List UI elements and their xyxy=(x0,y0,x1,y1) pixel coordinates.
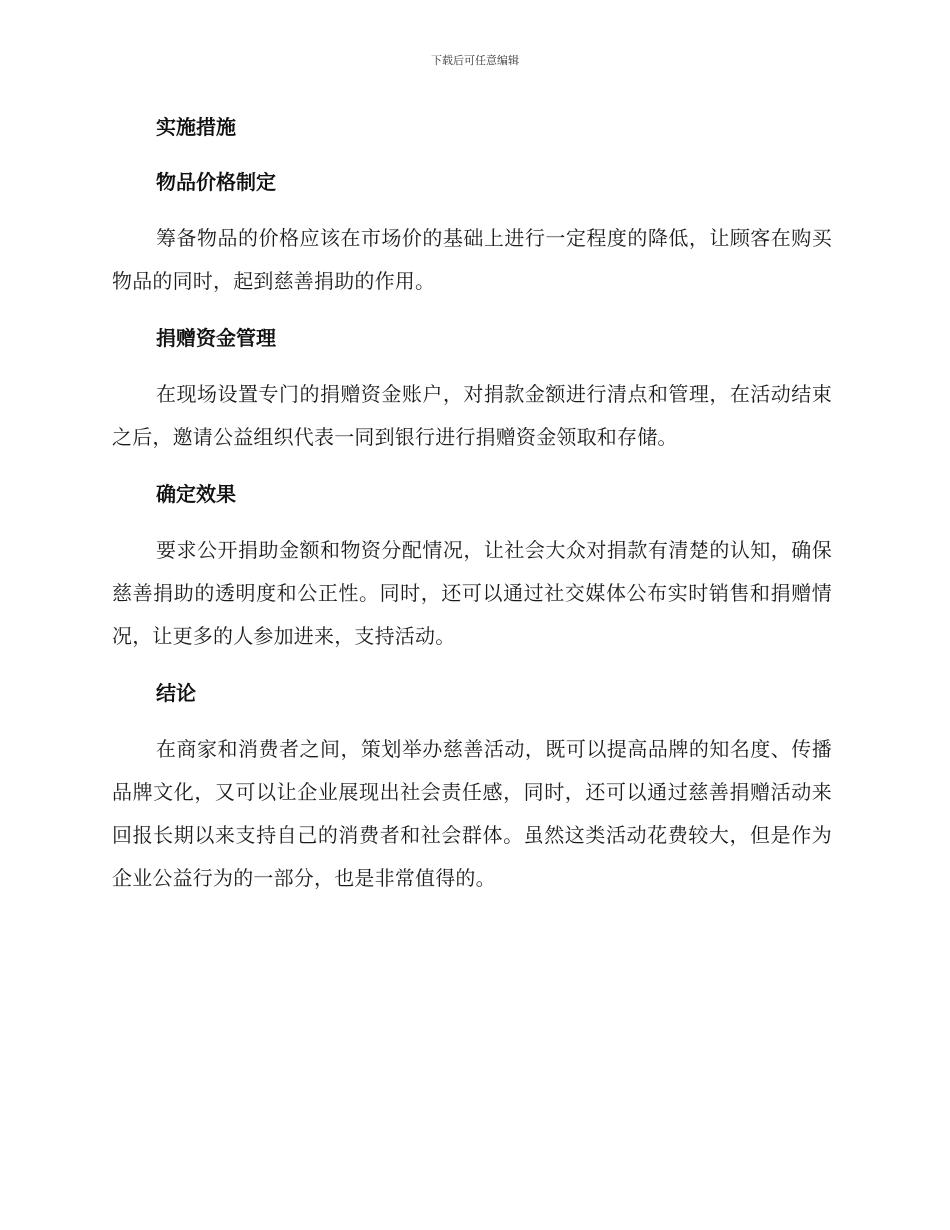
section-heading-effect: 确定效果 xyxy=(156,482,236,506)
page-header-note: 下载后可任意编辑 xyxy=(431,54,519,67)
document-body xyxy=(112,112,832,920)
paragraph-pricing: 筹备物品的价格应该在市场价的基础上进行一定程度的降低，让顾客在购买物品的同时，起到慈善捐助的作用。 xyxy=(112,226,832,293)
section-heading-pricing: 物品价格制定 xyxy=(156,170,276,194)
section-heading-conclusion: 结论 xyxy=(156,681,196,705)
paragraph-effect: 要求公开捐助金额和物资分配情况，让社会大众对捐款有清楚的认知，确保慈善捐助的透明度和公正性。同时，还可以通过社交媒体公布实时销售和捐赠情况，让更多的人参加进来，支持活动。 xyxy=(112,538,832,648)
section-heading-fund-management: 捐赠资金管理 xyxy=(156,326,276,350)
paragraph-fund-management: 在现场设置专门的捐赠资金账户，对捐款金额进行清点和管理，在活动结束之后，邀请公益组织代表一同到银行进行捐赠资金领取和存储。 xyxy=(112,382,832,449)
section-heading-implementation: 实施措施 xyxy=(156,115,236,139)
paragraph-conclusion: 在商家和消费者之间，策划举办慈善活动，既可以提高品牌的知名度、传播品牌文化，又可以让企业展现出社会责任感，同时，还可以通过慈善捐赠活动来回报长期以来支持自己的消费者和社会群体。虽然这类活动花费较大，但是作为企业公益行为的一部分，也是非常值得的。 xyxy=(112,737,832,890)
